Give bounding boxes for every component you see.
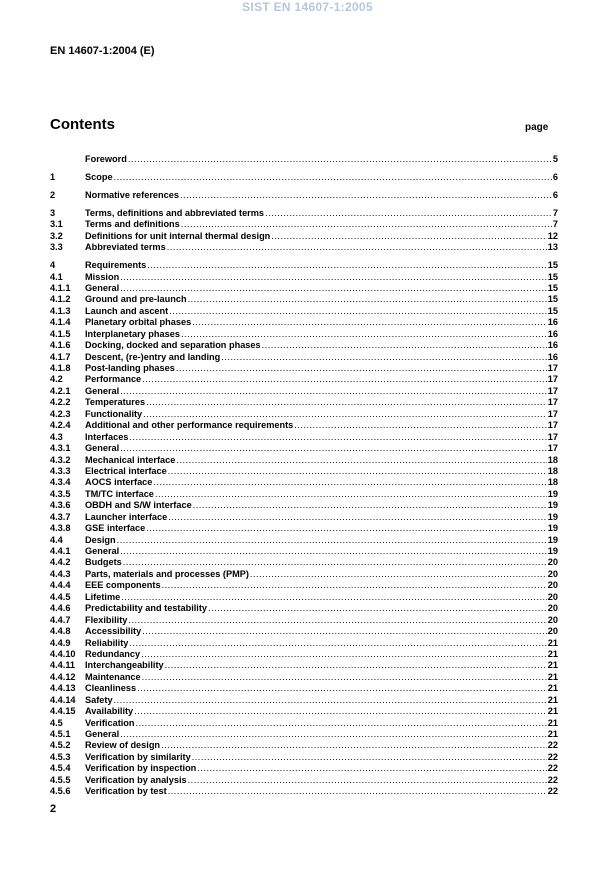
toc-entry[interactable] — [50, 500, 558, 511]
toc-entry-number: 4.2.4 — [50, 420, 71, 431]
toc-entry-number: 4.1.7 — [50, 351, 71, 362]
toc-entry-number: 4.3 — [50, 431, 63, 442]
toc-entry-title: Reliability — [85, 637, 129, 648]
toc-entry[interactable] — [50, 569, 558, 580]
toc-entry-title: Performance — [85, 374, 142, 385]
toc-entry[interactable] — [50, 660, 558, 671]
toc-dot-leader — [120, 546, 547, 557]
toc-entry[interactable] — [50, 752, 558, 763]
toc-entry-page: 17 — [547, 443, 558, 454]
toc-entry-number: 4.2.3 — [50, 408, 71, 419]
toc-dot-leader — [188, 775, 547, 786]
toc-entry[interactable] — [50, 374, 558, 385]
toc-entry-title: Verification by similarity — [85, 751, 191, 762]
toc-entry-number: 4.4.12 — [50, 671, 76, 682]
toc-entry-title: Descent, (re-)entry and landing — [85, 351, 221, 362]
toc-entry-page: 21 — [547, 637, 558, 648]
toc-entry-page: 19 — [547, 546, 558, 556]
toc-entry-page: 17 — [547, 397, 558, 408]
toc-entry-number: 2 — [50, 189, 56, 200]
toc-dot-leader — [265, 208, 552, 219]
toc-entry-title: Foreword — [85, 154, 127, 164]
footer-page-number: 2 — [50, 803, 57, 815]
toc-entry-number: 4.4.11 — [50, 660, 76, 671]
toc-dot-leader — [176, 455, 546, 466]
toc-entry-number: 4.3.6 — [50, 500, 71, 511]
toc-dot-leader — [167, 242, 547, 253]
toc-entry-page: 16 — [547, 351, 558, 362]
toc-entry-number: 4.3.2 — [50, 454, 71, 465]
toc-entry-page: 12 — [547, 230, 558, 241]
toc-entry-number: 4.4.13 — [50, 683, 76, 694]
toc-entry-page: 22 — [547, 763, 558, 774]
toc-entry[interactable] — [50, 172, 558, 183]
toc-entry-page: 7 — [552, 219, 558, 230]
toc-entry-title: Flexibility — [85, 614, 128, 625]
toc-entry-number: 4 — [50, 260, 56, 271]
toc-entry-page: 18 — [547, 454, 558, 465]
toc-dot-leader — [123, 557, 547, 568]
toc-entry[interactable] — [50, 763, 558, 774]
toc-entry-number: 4.1.3 — [50, 305, 71, 316]
toc-entry-page: 15 — [547, 282, 558, 293]
toc-entry[interactable] — [50, 649, 558, 660]
toc-entry-title: Abbreviated terms — [85, 242, 166, 253]
toc-entry-title: Accessibility — [85, 626, 142, 637]
toc-entry-title: General — [85, 443, 120, 454]
toc-dot-leader — [271, 231, 546, 242]
toc-entry[interactable] — [50, 329, 558, 340]
toc-entry-title: Verification by inspection — [85, 763, 197, 774]
toc-entry-page: 7 — [552, 207, 558, 218]
toc-entry-number: 4.5.1 — [50, 729, 71, 739]
toc-entry-number: 4.1.6 — [50, 340, 71, 351]
toc-dot-leader — [168, 512, 547, 523]
toc-dot-leader — [193, 500, 547, 511]
toc-entry-number: 4.4 — [50, 534, 63, 545]
toc-entry-number: 4.4.3 — [50, 568, 71, 579]
toc-dot-leader — [136, 718, 547, 729]
toc-entry-number: 1 — [50, 171, 56, 182]
toc-entry[interactable] — [50, 294, 558, 305]
toc-entry-title: Verification by test — [85, 786, 167, 797]
toc-entry[interactable] — [50, 260, 558, 271]
toc-entry[interactable] — [50, 397, 558, 408]
toc-dot-leader — [128, 154, 552, 165]
toc-entry-title: Parts, materials and processes (PMP) — [85, 568, 249, 579]
document-id: EN 14607-1:2004 (E) — [50, 45, 155, 57]
toc-entry-page: 22 — [547, 786, 558, 797]
toc-dot-leader — [192, 752, 547, 763]
toc-entry[interactable] — [50, 455, 558, 466]
toc-dot-leader — [197, 763, 546, 774]
toc-dot-leader — [142, 374, 547, 385]
page-column-header: page — [525, 122, 549, 133]
toc-entry-page: 19 — [547, 511, 558, 522]
toc-entry-page: 21 — [547, 660, 558, 671]
toc-dot-leader — [162, 580, 547, 591]
toc-entry-title: Ground and pre-launch — [85, 294, 187, 305]
toc-entry-title: GSE interface — [85, 523, 146, 534]
toc-entry-number: 4.4.4 — [50, 580, 71, 591]
toc-entry[interactable] — [50, 786, 558, 797]
toc-entry-number: 4.4.6 — [50, 603, 71, 614]
toc-entry[interactable] — [50, 317, 558, 328]
toc-entry-page: 15 — [547, 271, 558, 282]
toc-entry-page: 19 — [547, 500, 558, 511]
toc-dot-leader — [143, 409, 547, 420]
toc-dot-leader — [153, 477, 546, 488]
toc-entry-title: Docking, docked and separation phases — [85, 340, 261, 351]
toc-entry-title: Electrical interface — [85, 465, 167, 476]
toc-entry-page: 20 — [547, 557, 558, 568]
toc-entry[interactable] — [50, 683, 558, 694]
toc-dot-leader — [208, 603, 547, 614]
toc-dot-leader — [141, 649, 547, 660]
toc-dot-leader — [188, 294, 547, 305]
toc-dot-leader — [120, 386, 547, 397]
toc-entry-page: 20 — [547, 580, 558, 591]
toc-entry[interactable] — [50, 718, 558, 729]
toc-entry-page: 20 — [547, 591, 558, 602]
toc-entry-page: 15 — [547, 260, 558, 271]
toc-entry-number: 4.3.4 — [50, 477, 71, 488]
toc-entry-number: 4.1.1 — [50, 282, 71, 293]
toc-entry-title: Requirements — [85, 260, 147, 271]
toc-dot-leader — [161, 740, 547, 751]
toc-dot-leader — [128, 615, 546, 626]
toc-entry-number: 4.5.5 — [50, 774, 71, 785]
toc-dot-leader — [155, 489, 547, 500]
toc-entry-page: 22 — [547, 751, 558, 762]
toc-dot-leader — [180, 190, 552, 201]
toc-dot-leader — [129, 638, 546, 649]
toc-entry-title: Terms and definitions — [85, 219, 180, 230]
toc-entry[interactable] — [50, 695, 558, 706]
toc-entry[interactable] — [50, 306, 558, 317]
toc-entry-page: 17 — [547, 431, 558, 442]
toc-entry-page: 22 — [547, 774, 558, 785]
toc-entry[interactable] — [50, 432, 558, 443]
toc-entry[interactable] — [50, 154, 558, 165]
toc-entry-number: 4.5.6 — [50, 786, 71, 797]
toc-entry[interactable] — [50, 672, 558, 683]
toc-entry[interactable] — [50, 340, 558, 351]
toc-entry-title: EEE components — [85, 580, 161, 591]
toc-entry[interactable] — [50, 352, 558, 363]
toc-entry-title: Budgets — [85, 557, 122, 568]
toc-entry-title: General — [85, 282, 120, 293]
toc-entry-title: Post-landing phases — [85, 363, 175, 373]
toc-entry-page: 15 — [547, 305, 558, 316]
toc-entry-number: 4.4.9 — [50, 637, 71, 648]
toc-entry[interactable] — [50, 466, 558, 477]
toc-entry-page: 19 — [547, 523, 558, 534]
toc-dot-leader — [114, 172, 552, 183]
toc-dot-leader — [142, 672, 547, 683]
toc-entry-title: Availability — [85, 706, 134, 717]
toc-entry-title: Definitions for unit internal thermal design — [85, 230, 271, 241]
toc-dot-leader — [221, 352, 546, 363]
toc-entry-number: 4.5.4 — [50, 763, 71, 774]
toc-entry-title: Planetary orbital phases — [85, 317, 192, 328]
toc-entry-page: 19 — [547, 488, 558, 499]
toc-entry[interactable] — [50, 489, 558, 500]
toc-entry-number: 4.5.2 — [50, 740, 71, 751]
toc-dot-leader — [169, 306, 547, 317]
toc-entry-page: 20 — [547, 603, 558, 614]
toc-entry-number: 4.4.8 — [50, 626, 71, 637]
toc-entry-page: 17 — [547, 385, 558, 396]
toc-entry[interactable] — [50, 272, 558, 283]
toc-entry-number: 4.1 — [50, 271, 63, 282]
toc-entry[interactable] — [50, 740, 558, 751]
toc-entry-title: Scope — [85, 171, 113, 182]
toc-entry-page: 5 — [552, 154, 558, 164]
toc-entry-title: Terms, definitions and abbreviated terms — [85, 207, 265, 218]
toc-entry-title: Verification by analysis — [85, 774, 187, 785]
toc-entry-number: 4.1.5 — [50, 328, 71, 339]
toc-entry-number: 4.4.5 — [50, 591, 71, 602]
toc-entry-page: 17 — [547, 363, 558, 373]
toc-entry-title: Temperatures — [85, 397, 146, 408]
toc-entry-title: Lifetime — [85, 591, 121, 602]
toc-entry-page: 16 — [547, 328, 558, 339]
toc-entry-page: 22 — [547, 740, 558, 751]
toc-entry[interactable] — [50, 386, 558, 397]
toc-dot-leader — [120, 729, 547, 740]
table-of-contents — [50, 154, 558, 798]
toc-entry[interactable] — [50, 443, 558, 454]
toc-dot-leader — [114, 695, 547, 706]
toc-entry-title: Interfaces — [85, 431, 129, 442]
toc-entry-number: 4.5.3 — [50, 751, 71, 762]
toc-entry-page: 18 — [547, 477, 558, 488]
toc-entry-number: 4.4.2 — [50, 557, 71, 568]
toc-dot-leader — [168, 786, 547, 797]
toc-entry[interactable] — [50, 706, 558, 717]
toc-entry[interactable] — [50, 208, 558, 219]
toc-dot-leader — [146, 397, 547, 408]
toc-entry-title: AOCS interface — [85, 477, 153, 488]
toc-entry-title: Maintenance — [85, 671, 141, 682]
toc-entry[interactable] — [50, 477, 558, 488]
toc-dot-leader — [294, 420, 546, 431]
toc-entry-number: 4.4.14 — [50, 694, 76, 705]
toc-entry-title: Review of design — [85, 740, 161, 751]
toc-entry[interactable] — [50, 231, 558, 242]
watermark: SIST EN 14607-1:2005 — [242, 0, 373, 14]
page-title: Contents — [50, 116, 115, 133]
toc-dot-leader — [121, 592, 547, 603]
toc-entry[interactable] — [50, 603, 558, 614]
toc-entry-number: 4.2.2 — [50, 397, 71, 408]
toc-entry[interactable] — [50, 729, 558, 740]
toc-entry-title: Normative references — [85, 189, 179, 200]
toc-entry-title: General — [85, 546, 120, 556]
toc-entry-page: 20 — [547, 614, 558, 625]
toc-dot-leader — [142, 626, 547, 637]
toc-entry-number: 4.2 — [50, 374, 63, 385]
toc-entry-number: 3.1 — [50, 219, 63, 230]
toc-entry-page: 21 — [547, 729, 558, 739]
toc-entry-title: Functionality — [85, 408, 143, 419]
toc-dot-leader — [181, 329, 547, 340]
toc-entry-page: 21 — [547, 671, 558, 682]
toc-entry-title: Interplanetary phases — [85, 328, 180, 339]
toc-entry-page: 18 — [547, 465, 558, 476]
toc-dot-leader — [192, 317, 547, 328]
toc-entry-page: 21 — [547, 683, 558, 694]
toc-entry[interactable] — [50, 535, 558, 546]
toc-entry-number: 4.5 — [50, 717, 63, 728]
toc-entry[interactable] — [50, 615, 558, 626]
toc-dot-leader — [120, 283, 547, 294]
toc-entry-page: 20 — [547, 626, 558, 637]
toc-entry-number: 3.3 — [50, 242, 63, 253]
toc-entry-page: 20 — [547, 568, 558, 579]
toc-entry-number: 4.3.3 — [50, 465, 71, 476]
toc-entry-title: Cleanliness — [85, 683, 137, 694]
toc-dot-leader — [120, 443, 547, 454]
toc-entry-title: TM/TC interface — [85, 488, 154, 499]
toc-entry-title: Redundancy — [85, 648, 141, 659]
toc-entry-number: 4.1.4 — [50, 317, 71, 328]
toc-dot-leader — [181, 219, 552, 230]
toc-dot-leader — [176, 363, 547, 374]
toc-entry[interactable] — [50, 420, 558, 431]
toc-entry-page: 16 — [547, 340, 558, 351]
toc-entry[interactable] — [50, 363, 558, 374]
toc-entry-number: 4.3.7 — [50, 511, 71, 522]
toc-dot-leader — [147, 260, 546, 271]
toc-entry-title: Mechanical interface — [85, 454, 176, 465]
toc-entry-title: Verification — [85, 717, 135, 728]
toc-entry-number: 4.4.10 — [50, 648, 76, 659]
toc-entry-page: 16 — [547, 317, 558, 328]
toc-entry-number: 4.3.1 — [50, 443, 71, 454]
toc-entry-title: Mission — [85, 271, 120, 282]
toc-entry-number: 4.4.1 — [50, 546, 71, 556]
toc-entry-page: 17 — [547, 374, 558, 385]
toc-entry-title: Predictability and testability — [85, 603, 208, 614]
toc-entry-page: 21 — [547, 706, 558, 717]
toc-entry-page: 6 — [552, 189, 558, 200]
toc-entry-title: General — [85, 729, 120, 739]
toc-entry-title: Design — [85, 534, 116, 545]
toc-dot-leader — [146, 523, 547, 534]
toc-entry[interactable] — [50, 409, 558, 420]
toc-entry[interactable] — [50, 638, 558, 649]
toc-entry-number: 4.3.5 — [50, 488, 71, 499]
toc-entry-number: 3.2 — [50, 230, 63, 241]
toc-entry-number: 4.3.8 — [50, 523, 71, 534]
toc-entry-title: Launch and ascent — [85, 305, 169, 316]
toc-dot-leader — [117, 535, 547, 546]
toc-entry-title: Safety — [85, 694, 113, 705]
toc-entry-title: OBDH and S/W interface — [85, 500, 192, 511]
toc-dot-leader — [168, 466, 547, 477]
toc-dot-leader — [129, 432, 546, 443]
toc-entry[interactable] — [50, 242, 558, 253]
toc-entry[interactable] — [50, 580, 558, 591]
toc-entry-page: 17 — [547, 420, 558, 431]
toc-entry-page: 21 — [547, 648, 558, 659]
toc-entry[interactable] — [50, 283, 558, 294]
toc-entry-number: 4.1.2 — [50, 294, 71, 305]
toc-entry-number: 4.1.8 — [50, 363, 71, 373]
toc-entry[interactable] — [50, 190, 558, 201]
toc-dot-leader — [250, 569, 547, 580]
toc-entry[interactable] — [50, 626, 558, 637]
toc-dot-leader — [120, 272, 547, 283]
toc-entry[interactable] — [50, 219, 558, 230]
toc-entry-page: 13 — [547, 242, 558, 253]
toc-entry-page: 21 — [547, 694, 558, 705]
toc-entry[interactable] — [50, 592, 558, 603]
toc-entry-number: 3 — [50, 207, 56, 218]
toc-entry-title: General — [85, 385, 120, 396]
toc-entry-title: Launcher interface — [85, 511, 168, 522]
toc-entry-number: 4.4.7 — [50, 614, 71, 625]
toc-entry[interactable] — [50, 523, 558, 534]
toc-entry[interactable] — [50, 546, 558, 557]
toc-entry[interactable] — [50, 512, 558, 523]
toc-entry-page: 19 — [547, 534, 558, 545]
toc-dot-leader — [262, 340, 547, 351]
toc-dot-leader — [165, 660, 547, 671]
toc-entry-title: Interchangeability — [85, 660, 164, 671]
toc-entry-page: 17 — [547, 408, 558, 419]
toc-entry-page: 6 — [552, 171, 558, 182]
toc-entry-page: 21 — [547, 717, 558, 728]
toc-entry-number: 4.2.1 — [50, 385, 71, 396]
toc-entry[interactable] — [50, 557, 558, 568]
toc-entry-page: 15 — [547, 294, 558, 305]
toc-entry-number: 4.4.15 — [50, 706, 76, 717]
toc-entry-title: Additional and other performance requirements — [85, 420, 294, 431]
toc-dot-leader — [137, 683, 547, 694]
toc-dot-leader — [134, 706, 547, 717]
toc-entry[interactable] — [50, 775, 558, 786]
